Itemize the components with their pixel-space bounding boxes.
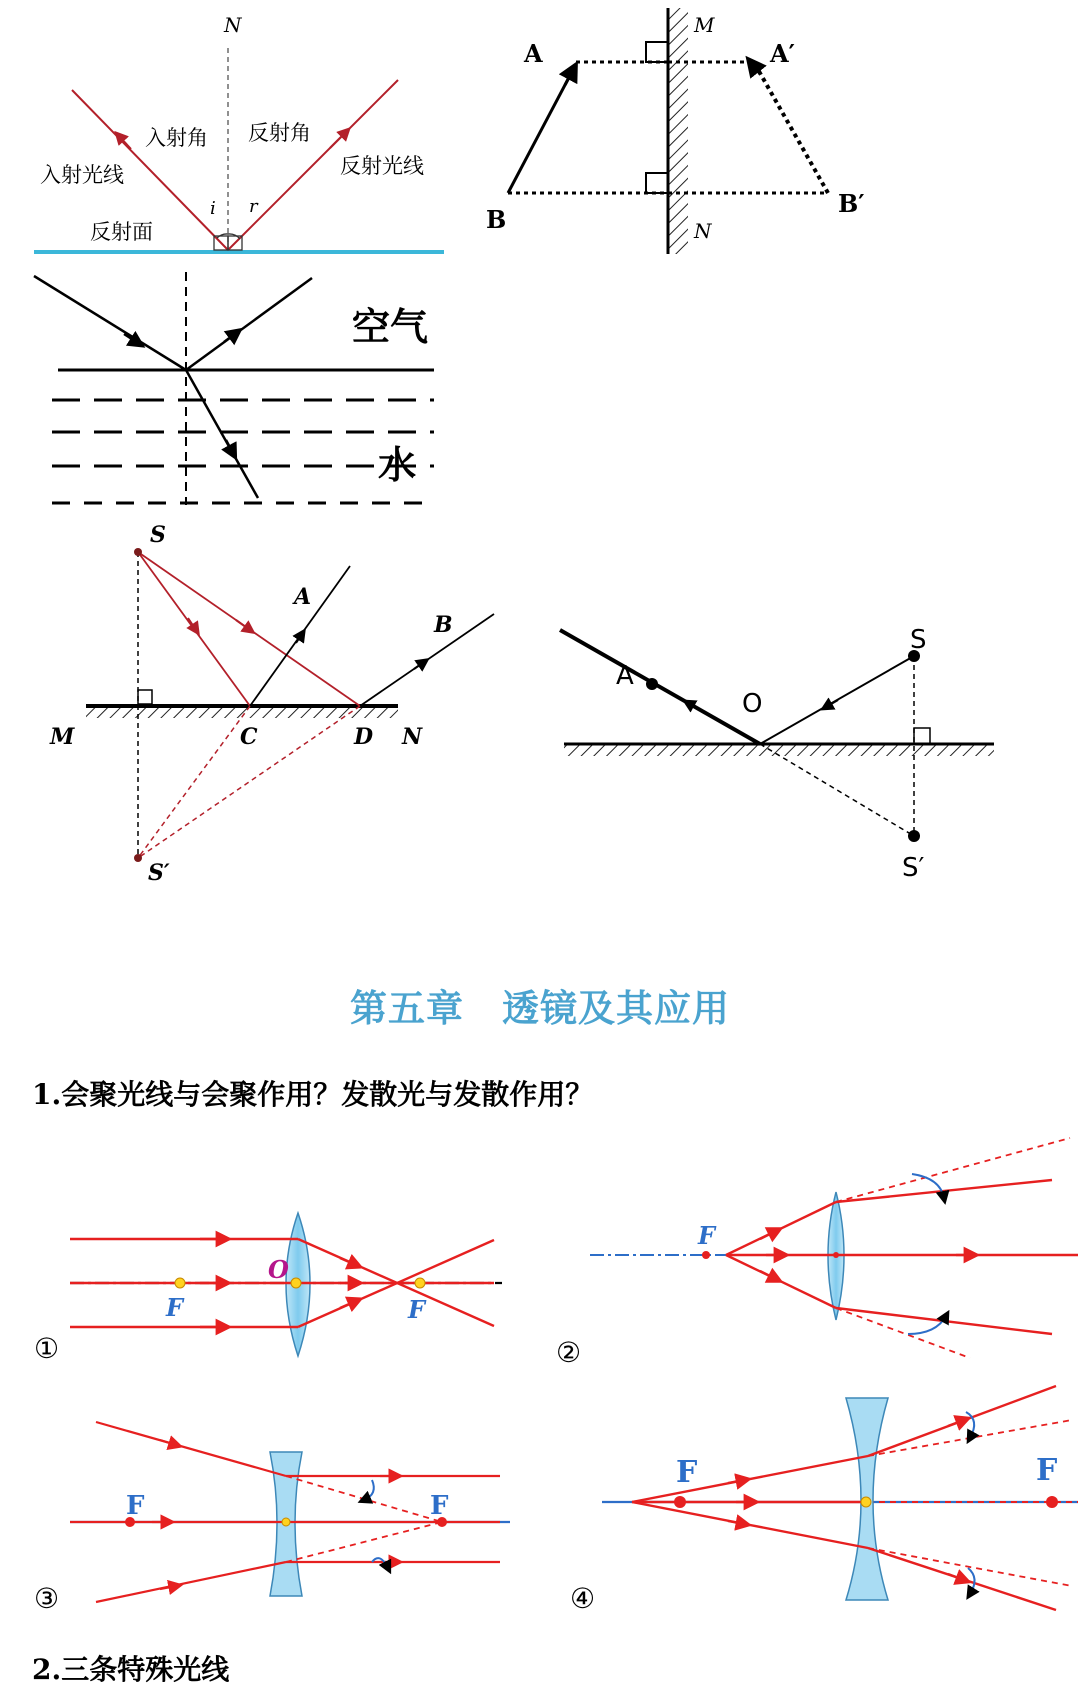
air-label: 空气 [352,305,429,349]
refraction-air-water-diagram [34,272,434,505]
concave-lens-converging-input-diagram [34,1422,510,1615]
A-label: A [294,584,312,610]
lens4-number: ④ [570,1582,596,1615]
object-AB [508,66,575,193]
point-source-image-diagram [49,522,494,886]
B-label: B [486,205,507,234]
A-label: A [616,661,634,691]
r-label: r [249,196,258,217]
lens4-F-left: F [676,1455,698,1490]
refracted-ray [186,370,258,498]
water-label: 水 [378,443,417,487]
incident-ray [34,276,186,370]
B-label: B [434,612,453,638]
lens1-number: ① [34,1332,60,1365]
convex-lens-converging-diagram [34,1213,502,1365]
question-2: 2.三条特殊光线 [32,1653,230,1686]
reflect-angle-label: 反射角 [248,121,311,145]
A-label: A [524,39,543,68]
reflected-ray [186,278,312,370]
O-label: O [742,689,763,719]
reflected-ray-OA [560,630,763,744]
S-image-label: S′ [148,860,170,886]
reflected-ray-label: 反射光线 [340,154,424,178]
concave-lens-diverging-diagram [570,1386,1078,1615]
lens2-number: ② [556,1336,582,1369]
question-1: 1.会聚光线与会聚作用？发散光与发散作用？ [32,1078,594,1111]
C-label: C [240,724,258,750]
lens4-F-right: F [1036,1453,1058,1488]
surface-label: 反射面 [90,220,153,244]
lens3-F-left: F [126,1491,145,1521]
plane-mirror-image-diagram [486,8,865,254]
reflection-law-diagram [34,13,444,252]
S-image-label: S′ [902,853,925,883]
M-label: M [50,724,75,750]
D-label: D [354,724,374,750]
normal-label: N [224,13,242,37]
incident-ray-label: 入射光线 [40,163,124,187]
chapter-number: 第五章 [350,987,464,1030]
ray-S-C [138,552,250,706]
reflected-ray-B [360,614,494,706]
lens1-F-right: F [408,1295,426,1324]
lens2-F: F [698,1221,716,1250]
N-label: N [694,219,712,243]
image-AB [756,66,828,193]
A-image-label: A′ [770,39,795,68]
lens3-F-right: F [430,1491,449,1521]
incident-angle-label: 入射角 [145,126,208,150]
chapter-heading [0,978,1080,1032]
chapter-title: 透镜及其应用 [502,987,730,1030]
S-label: S [910,625,927,655]
N-label: N [402,724,423,750]
i-label: i [210,198,216,219]
M-label: M [694,13,715,37]
S-label: S [150,522,166,548]
lens3-number: ③ [34,1582,60,1615]
mirror-reflection-S-diagram [560,625,994,883]
lens1-O: O [268,1255,289,1284]
lens1-F-left: F [166,1293,184,1322]
convex-lens-diverging-source-diagram [556,1138,1078,1369]
B-image-label: B′ [838,189,865,218]
